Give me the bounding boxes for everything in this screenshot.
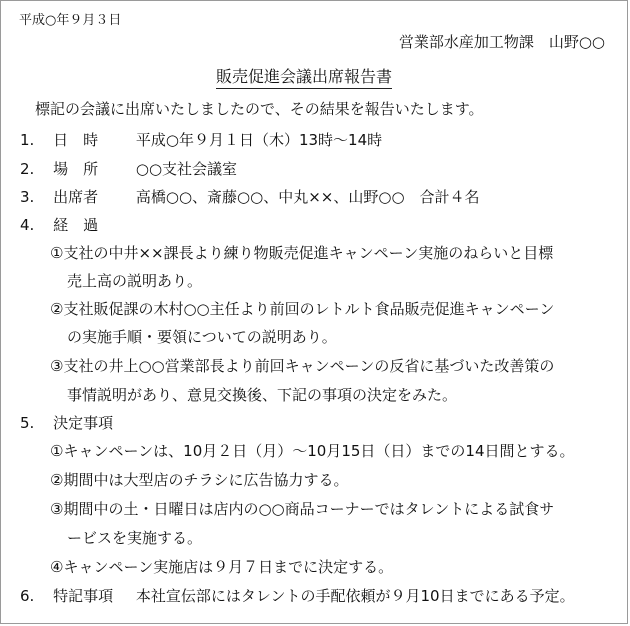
item-label: 出席者	[53, 188, 99, 206]
progress-item-2-line1: ②支社販促課の木村○○主任より前回のレトルト食品販売促進キャンペーン	[50, 300, 555, 318]
report-date: 平成○年９月３日	[19, 13, 122, 28]
item-special-notes	[20, 585, 575, 606]
item-progress	[20, 214, 98, 235]
item-label: 日 時	[53, 131, 99, 149]
decision-item-4: ④キャンペーン実施店は９月７日までに決定する。	[50, 558, 394, 576]
item-value: 本社宣伝部にはタレントの手配依頼が９月10日までにある予定。	[135, 587, 575, 605]
item-attendees	[20, 186, 480, 207]
progress-item-1-line2: 売上高の説明あり。	[67, 272, 203, 290]
decision-item-3-line2: ービスを実施する。	[67, 529, 203, 547]
item-label: 決定事項	[53, 414, 114, 432]
decision-item-1: ①キャンペーンは、10月２日（月）～10月15日（日）までの14日間とする。	[50, 442, 575, 460]
progress-item-3-line2: 事情説明があり、意見交換後、下記の事項の決定をみた。	[67, 386, 458, 404]
report-title: 販売促進会議出席報告書	[216, 64, 392, 89]
item-label: 場 所	[53, 160, 99, 178]
item-number: 4.	[20, 216, 35, 234]
decision-item-2: ②期間中は大型店のチラシに広告協力する。	[50, 471, 349, 489]
item-value: 高橋○○、斎藤○○、中丸××、山野○○ 合計４名	[135, 188, 480, 206]
progress-item-3-line1: ③支社の井上○○営業部長より前回キャンペーンの反省に基づいた改善策の	[50, 357, 555, 375]
decision-item-3-line1: ③期間中の土・日曜日は店内の○○商品コーナーではタレントによる試食サ	[50, 500, 555, 518]
item-number: 1.	[20, 131, 35, 149]
report-author: 営業部水産加工物課 山野○○	[398, 33, 605, 51]
intro-text: 標記の会議に出席いたしましたので、その結果を報告いたします。	[35, 100, 484, 118]
item-number: 2.	[20, 160, 35, 178]
item-value: ○○支社会議室	[135, 160, 238, 178]
item-number: 5.	[20, 414, 35, 432]
item-label: 特記事項	[53, 587, 114, 605]
progress-item-2-line2: の実施手順・要領についての説明あり。	[67, 328, 337, 346]
item-number: 3.	[20, 188, 35, 206]
item-place	[20, 158, 237, 179]
item-number: 6.	[20, 587, 35, 605]
progress-item-1-line1: ①支社の中井××課長より練り物販売促進キャンペーン実施のねらいと目標	[50, 244, 554, 262]
item-label: 経 過	[53, 216, 99, 234]
item-datetime	[20, 129, 382, 150]
item-decisions	[20, 412, 113, 433]
item-value: 平成○年９月１日（木）13時～14時	[135, 131, 383, 149]
